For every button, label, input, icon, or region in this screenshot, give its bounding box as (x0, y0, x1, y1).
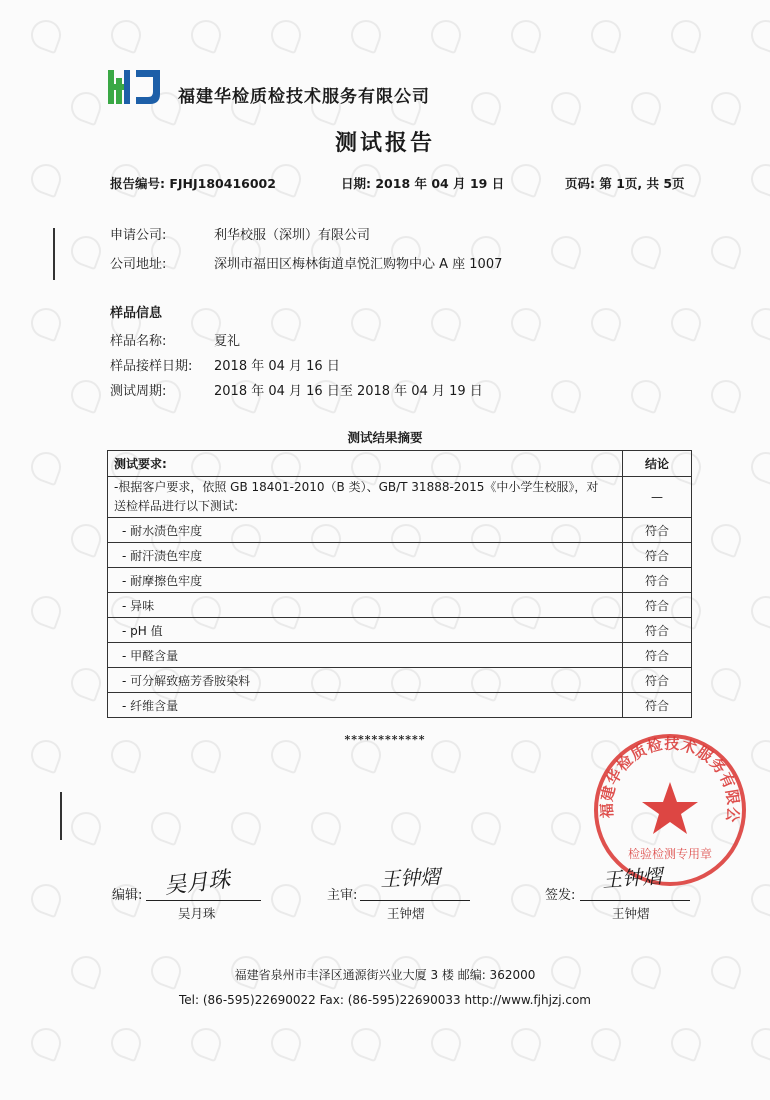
watermark-mark (507, 880, 545, 918)
applicant-address-label: 公司地址: (110, 257, 167, 272)
test-result: 符合 (623, 643, 692, 668)
watermark-mark (27, 1024, 65, 1062)
table-row (108, 593, 692, 618)
watermark-mark (707, 88, 745, 126)
page-number: 页码: 第 1页, 共 5页 (565, 176, 685, 191)
watermark-mark (347, 16, 385, 54)
table-row (108, 618, 692, 643)
requirement-conclusion: — (623, 477, 692, 518)
watermark-mark (667, 16, 705, 54)
report-title: 测试报告 (334, 131, 435, 156)
requirement-text-line-2: 送检样品进行以下测试: (114, 499, 239, 513)
issuer-name: 王钟熠 (612, 906, 650, 921)
applicant-company-label: 申请公司: (110, 228, 167, 243)
test-result: 符合 (623, 668, 692, 693)
margin-mark (53, 228, 55, 280)
reviewer-label: 主审: (327, 888, 358, 903)
applicant-address-value: 深圳市福田区梅林街道卓悦汇购物中心 A 座 1007 (214, 257, 503, 272)
watermark-mark (67, 232, 105, 270)
sample-received-value: 2018 年 04 月 16 日 (214, 359, 340, 374)
table-row (108, 568, 692, 593)
footer-contact: Tel: (86-595)22690022 Fax: (86-595)22690033 http://www.fjhjzj.com (179, 993, 591, 1007)
test-item: - 异味 (108, 593, 623, 618)
watermark-mark (27, 304, 65, 342)
watermark-mark (547, 232, 585, 270)
reviewer-signature-line (360, 900, 470, 901)
watermark-mark (747, 16, 770, 54)
watermark-mark (227, 808, 265, 846)
watermark-mark (547, 376, 585, 414)
conclusion-header: 结论 (623, 451, 692, 477)
seal-text: 福建华检质检技术服务有限公 (597, 734, 743, 825)
issuer-label: 签发: (545, 888, 576, 903)
test-period-value: 2018 年 04 月 16 日至 2018 年 04 月 19 日 (214, 384, 483, 399)
report-date: 日期: 2018 年 04 月 19 日 (341, 176, 505, 191)
watermark-mark (267, 880, 305, 918)
test-result: 符合 (623, 593, 692, 618)
watermark-mark (27, 160, 65, 198)
test-item: - 甲醛含量 (108, 643, 623, 668)
watermark-mark (267, 304, 305, 342)
watermark-mark (67, 808, 105, 846)
table-row (108, 518, 692, 543)
test-item: - 耐汗渍色牢度 (108, 543, 623, 568)
watermark-mark (747, 304, 770, 342)
margin-mark (60, 792, 62, 840)
watermark-mark (707, 376, 745, 414)
issuer-signature-line (580, 900, 690, 901)
table-row (108, 668, 692, 693)
watermark-mark (107, 1024, 145, 1062)
test-period-label: 测试周期: (110, 384, 167, 399)
table-row (108, 543, 692, 568)
editor-signature-line (146, 900, 261, 901)
watermark-mark (587, 304, 625, 342)
watermark-mark (27, 448, 65, 486)
watermark-mark (507, 16, 545, 54)
watermark-mark (347, 1024, 385, 1062)
company-name: 福建华检质检技术服务有限公司 (178, 87, 430, 107)
watermark-mark (347, 304, 385, 342)
table-row (108, 643, 692, 668)
end-marker: ************ (344, 733, 426, 746)
footer-address: 福建省泉州市丰泽区通源街兴业大厦 3 楼 邮编: 362000 (234, 968, 536, 982)
test-result: 符合 (623, 618, 692, 643)
watermark-mark (427, 16, 465, 54)
applicant-company-value: 利华校服（深圳）有限公司 (214, 228, 371, 243)
test-item: - 可分解致癌芳香胺染料 (108, 668, 623, 693)
results-table (107, 450, 692, 718)
watermark-mark (27, 16, 65, 54)
watermark-mark (507, 1024, 545, 1062)
test-item: - 耐摩擦色牢度 (108, 568, 623, 593)
editor-signature: 吴月珠 (163, 867, 232, 900)
test-result: 符合 (623, 543, 692, 568)
company-logo (108, 66, 164, 108)
watermark-mark (547, 808, 585, 846)
issuer-signature: 王钟熠 (601, 863, 663, 893)
table-row (108, 693, 692, 718)
watermark-mark (67, 88, 105, 126)
watermark-mark (707, 232, 745, 270)
watermark-mark (707, 520, 745, 558)
requirement-row (108, 477, 692, 518)
watermark-mark (427, 1024, 465, 1062)
watermark-mark (747, 448, 770, 486)
watermark-mark (307, 808, 345, 846)
watermark-mark (507, 304, 545, 342)
test-item: - 耐水渍色牢度 (108, 518, 623, 543)
watermark-mark (147, 808, 185, 846)
watermark-mark (107, 16, 145, 54)
watermark-mark (747, 160, 770, 198)
seal-bottom-text: 检验检测专用章 (627, 847, 713, 861)
watermark-mark (267, 1024, 305, 1062)
watermark-mark (187, 1024, 225, 1062)
sample-name-label: 样品名称: (110, 334, 167, 349)
editor-label: 编辑: (112, 888, 143, 903)
watermark-mark (467, 808, 505, 846)
test-item: - 纤维含量 (108, 693, 623, 718)
watermark-mark (67, 520, 105, 558)
watermark-mark (627, 88, 665, 126)
report-number: 报告编号: FJHJ180416002 (110, 176, 276, 191)
reviewer-name: 王钟熠 (387, 906, 425, 921)
watermark-mark (627, 376, 665, 414)
watermark-mark (627, 232, 665, 270)
test-result: 符合 (623, 568, 692, 593)
editor-name: 吴月珠 (178, 906, 216, 921)
watermark-mark (67, 376, 105, 414)
sample-name-value: 夏礼 (214, 334, 241, 349)
table-header-row (108, 451, 692, 477)
sample-section-title: 样品信息 (110, 306, 163, 321)
watermark-mark (507, 160, 545, 198)
watermark-mark (707, 664, 745, 702)
sample-received-label: 样品接样日期: (110, 359, 193, 374)
watermark-mark (27, 880, 65, 918)
watermark-mark (267, 16, 305, 54)
requirement-header: 测试要求: (108, 451, 623, 477)
watermark-mark (747, 1024, 770, 1062)
summary-title: 测试结果摘要 (347, 430, 423, 445)
test-item: - pH 值 (108, 618, 623, 643)
watermark-mark (467, 88, 505, 126)
watermark-mark (387, 808, 425, 846)
test-result: 符合 (623, 693, 692, 718)
requirement-text-line-1: -根据客户要求，依照 GB 18401-2010（B 类）、GB/T 31888-2015《中小学生校服》，对 (114, 480, 599, 494)
watermark-mark (667, 304, 705, 342)
watermark-mark (67, 664, 105, 702)
watermark-mark (587, 16, 625, 54)
watermark-mark (747, 880, 770, 918)
watermark-mark (547, 88, 585, 126)
watermark-mark (747, 592, 770, 630)
watermark-mark (667, 1024, 705, 1062)
watermark-mark (27, 592, 65, 630)
test-result: 符合 (623, 518, 692, 543)
watermark-mark (427, 304, 465, 342)
watermark-mark (587, 1024, 625, 1062)
reviewer-signature: 王钟熠 (379, 864, 441, 892)
watermark-mark (187, 16, 225, 54)
requirement-text (108, 477, 623, 518)
